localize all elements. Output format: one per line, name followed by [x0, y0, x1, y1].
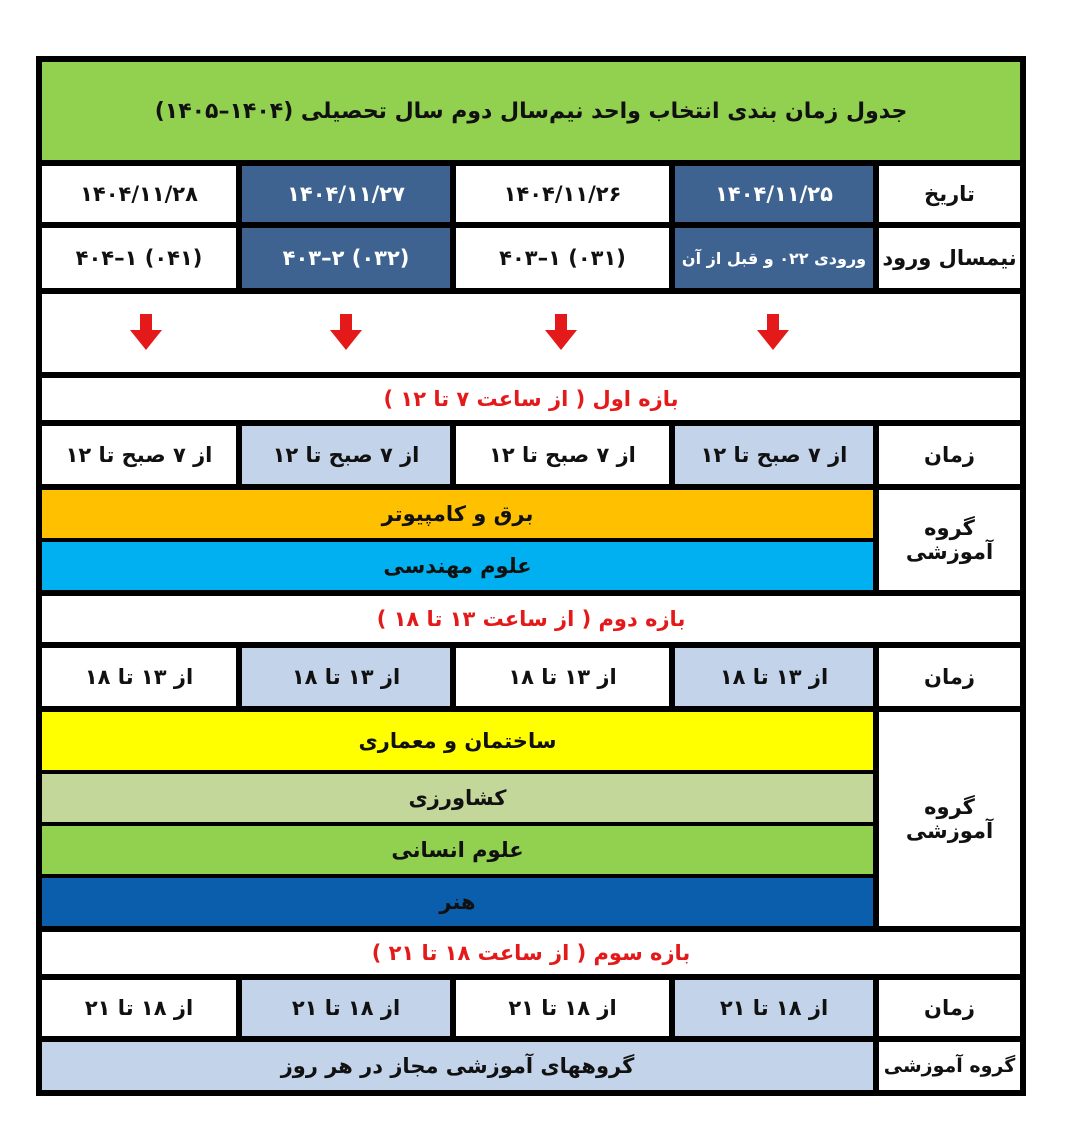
date-cell-2: ۱۴۰۴/۱۱/۲۶ [456, 166, 669, 222]
arrow-down-icon [539, 308, 583, 356]
row-label-group: گروه آموزشی [879, 490, 1020, 590]
row-label-entry: نیمسال ورود [879, 228, 1020, 288]
time-cell: از ۱۳ تا ۱۸ [456, 648, 669, 706]
time-cell: از ۱۸ تا ۲۱ [456, 980, 669, 1036]
time-cell: از ۱۸ تا ۲۱ [242, 980, 450, 1036]
row-label-time: زمان [879, 980, 1020, 1036]
group-cell: ساختمان و معماری [42, 712, 873, 770]
period-2-header: بازه دوم ( از ساعت ۱۳ تا ۱۸ ) [42, 596, 1020, 642]
time-cell: از ۷ صبح تا ۱۲ [456, 426, 669, 484]
time-cell: از ۱۸ تا ۲۱ [675, 980, 873, 1036]
group-cell: علوم انسانی [42, 826, 873, 874]
time-cell: از ۷ صبح تا ۱۲ [675, 426, 873, 484]
time-cell: از ۷ صبح تا ۱۲ [42, 426, 236, 484]
arrow-down-icon [751, 308, 795, 356]
time-cell: از ۱۳ تا ۱۸ [242, 648, 450, 706]
table-title: جدول زمان بندی انتخاب واحد نیم‌سال دوم سال تحصیلی (۱۴۰۴–۱۴۰۵) [42, 62, 1020, 160]
date-cell-4: ۱۴۰۴/۱۱/۲۸ [42, 166, 236, 222]
period-3-header: بازه سوم ( از ساعت ۱۸ تا ۲۱ ) [42, 932, 1020, 974]
entry-cell-2: (۰۳۱) ۱–۴۰۳ [456, 228, 669, 288]
time-cell: از ۱۳ تا ۱۸ [675, 648, 873, 706]
arrow-row [42, 294, 1020, 372]
group-cell: علوم مهندسی [42, 542, 873, 590]
date-cell-3: ۱۴۰۴/۱۱/۲۷ [242, 166, 450, 222]
schedule-table [36, 56, 1026, 1096]
row-label-date: تاریخ [879, 166, 1020, 222]
group-cell: کشاورزی [42, 774, 873, 822]
row-label-time: زمان [879, 648, 1020, 706]
row-label-time: زمان [879, 426, 1020, 484]
group-cell: گروههای آموزشی مجاز در هر روز [42, 1042, 873, 1090]
row-label-group: گروه آموزشی [879, 712, 1020, 926]
period-1-header: بازه اول ( از ساعت ۷ تا ۱۲ ) [42, 378, 1020, 420]
entry-cell-1: ورودی ۰۲۲ و قبل از آن [675, 228, 873, 288]
entry-cell-4: (۰۴۱) ۱–۴۰۴ [42, 228, 236, 288]
arrow-down-icon [124, 308, 168, 356]
time-cell: از ۱۸ تا ۲۱ [42, 980, 236, 1036]
time-cell: از ۷ صبح تا ۱۲ [242, 426, 450, 484]
row-label-group: گروه آموزشی [879, 1042, 1020, 1090]
time-cell: از ۱۳ تا ۱۸ [42, 648, 236, 706]
entry-cell-3: (۰۳۲) ۲–۴۰۳ [242, 228, 450, 288]
group-cell: برق و کامپیوتر [42, 490, 873, 538]
date-cell-1: ۱۴۰۴/۱۱/۲۵ [675, 166, 873, 222]
arrow-down-icon [324, 308, 368, 356]
group-cell: هنر [42, 878, 873, 926]
